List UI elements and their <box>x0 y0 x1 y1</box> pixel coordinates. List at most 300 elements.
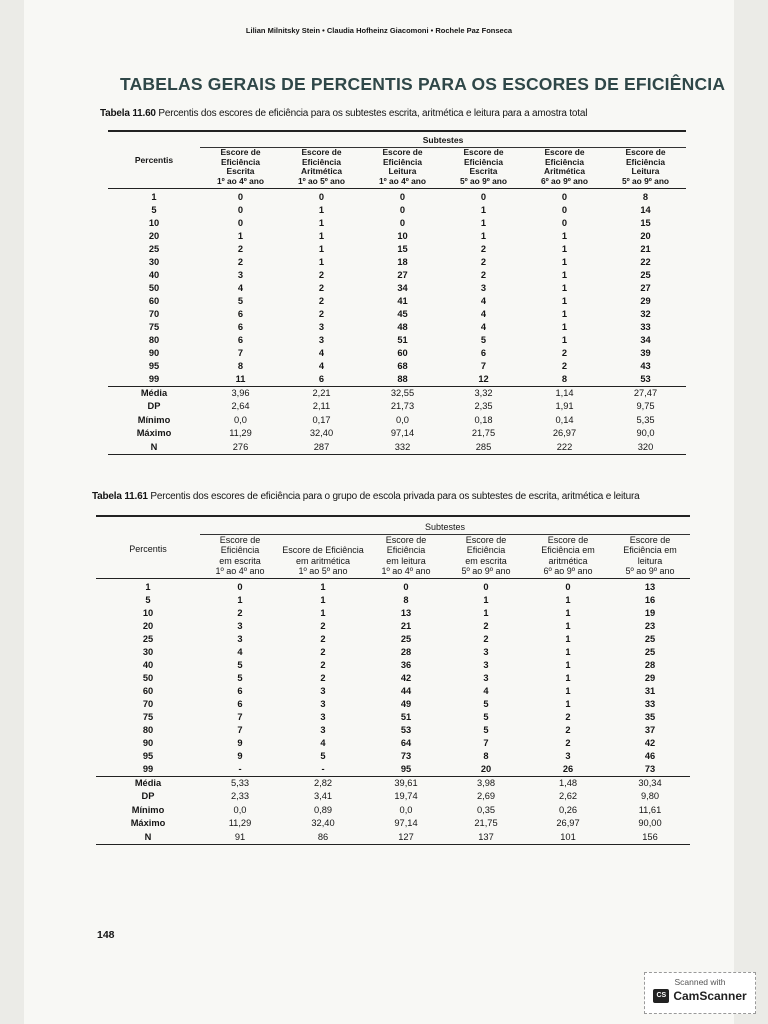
page-number: 148 <box>97 929 115 941</box>
column-header-line: 1º ao 5º ano <box>298 565 348 576</box>
table-cell: 2 <box>320 621 326 632</box>
table-cell: 2 <box>480 244 487 255</box>
percentile-label: 95 <box>148 361 160 372</box>
table-cell: 2 <box>480 257 487 268</box>
table-cell: 29 <box>644 673 656 684</box>
table-cell: 1 <box>561 309 568 320</box>
table-cell: 2 <box>318 309 325 320</box>
table-cell: 53 <box>640 374 651 385</box>
table-cell: 5,33 <box>200 777 280 791</box>
table-cell: 44 <box>400 686 412 697</box>
percentile-label: 30 <box>148 257 160 268</box>
table-cell: 3 <box>237 270 244 281</box>
table-cell: 1 <box>565 673 571 684</box>
column-header-line: Escore de <box>220 147 261 158</box>
table-row <box>96 817 690 830</box>
running-head: Lilian Milnitsky Stein • Claudia Hofheinz Giacomoni • Rochele Paz Fonseca <box>245 26 513 35</box>
table-cell: 2,11 <box>312 401 331 412</box>
table-cell: 0 <box>237 218 244 229</box>
table-cell: 7 <box>480 361 487 372</box>
table-cell: 156 <box>610 831 690 845</box>
table-cell: 0,26 <box>558 804 578 815</box>
table-cell: 23 <box>644 621 656 632</box>
table-cell: 6 <box>480 348 487 359</box>
column-header <box>443 148 524 189</box>
column-header-line: Leitura <box>388 166 417 177</box>
column-header-line: Eficiência <box>386 545 426 556</box>
table-cell: 5 <box>483 725 489 736</box>
table-cell: 5 <box>480 335 487 346</box>
table-cell: 5 <box>483 699 489 710</box>
table-cell: 3,96 <box>200 387 281 401</box>
table-cell: 1 <box>480 231 487 242</box>
statistic-label: Mínimo <box>131 804 165 815</box>
table-cell: 1 <box>237 595 243 606</box>
table-cell: 1 <box>480 218 487 229</box>
table-cell: 3,98 <box>446 777 526 791</box>
table-cell: 9 <box>237 751 243 762</box>
table-cell: 0 <box>237 582 243 593</box>
table-cell: 0,0 <box>399 804 413 815</box>
table-cell: 1 <box>565 686 571 697</box>
table-cell: 0 <box>399 192 406 203</box>
column-header-line: Escore de <box>625 147 666 158</box>
column-header-line: em leitura <box>386 555 426 566</box>
table-cell: 0,0 <box>233 804 247 815</box>
table-caption-text: Percentis dos escores de eficiência para o grupo de escola privada para os subtestes de escrita, aritmética e leitura <box>150 491 640 502</box>
table-cell: 30,34 <box>610 777 690 791</box>
table-cell: 2 <box>565 712 571 723</box>
table-cell: 26,97 <box>556 818 580 829</box>
column-header-line: Escrita <box>226 166 255 177</box>
table-cell: 68 <box>397 361 408 372</box>
column-header-line: Eficiência <box>463 156 504 167</box>
table-cell: 39,61 <box>366 777 446 791</box>
percentile-label: 10 <box>148 218 160 229</box>
table-cell: 1 <box>320 595 326 606</box>
column-header <box>200 535 280 579</box>
table-cell: 97,14 <box>390 428 415 439</box>
table-cell: 137 <box>446 831 526 845</box>
table-row <box>108 321 686 334</box>
table-cell: 2 <box>561 348 568 359</box>
watermark-caption: Scanned with <box>674 977 726 987</box>
table-cell: 287 <box>281 441 362 455</box>
table-cell: 4 <box>237 647 243 658</box>
table-cell: 6 <box>237 309 244 320</box>
table-cell: 5 <box>237 673 243 684</box>
table-cell: 95 <box>400 764 412 775</box>
table-cell: 73 <box>644 764 656 775</box>
table-cell: 42 <box>644 738 656 749</box>
statistic-label: Média <box>108 387 200 401</box>
column-header-line: Escore de <box>382 147 423 158</box>
percentile-label: 5 <box>145 595 151 606</box>
column-header-line: Escore de <box>465 535 507 546</box>
column-header-line: 1º ao 4º ano <box>378 175 427 186</box>
table-cell: 2,35 <box>474 401 493 412</box>
table-cell: 4 <box>318 361 325 372</box>
table-cell: 49 <box>400 699 412 710</box>
table-cell: 4 <box>318 348 325 359</box>
table-cell: 0,35 <box>476 804 496 815</box>
percentile-label: 80 <box>148 335 160 346</box>
table-row <box>96 659 690 672</box>
statistic-rows <box>108 387 686 455</box>
table-row <box>108 360 686 373</box>
column-header-line: Escrita <box>469 166 498 177</box>
column-header-line: Escore de <box>463 147 504 158</box>
table-cell: 2 <box>237 257 244 268</box>
table-cell: 2,33 <box>230 791 250 802</box>
percentile-label: 50 <box>142 673 154 684</box>
table-row <box>96 737 690 750</box>
table-row <box>96 777 690 791</box>
column-header-line: 6º ao 9º ano <box>540 175 589 186</box>
table-cell: 1 <box>320 608 326 619</box>
table-cell: 3 <box>483 673 489 684</box>
table-cell: 7 <box>237 348 244 359</box>
group-header-row <box>96 522 690 535</box>
percentile-label: 20 <box>148 231 160 242</box>
column-header <box>526 535 610 579</box>
table-cell: 3 <box>565 751 571 762</box>
table-row <box>108 387 686 401</box>
table-cell: 31 <box>644 686 656 697</box>
table-cell: 14 <box>640 205 651 216</box>
table-cell: 35 <box>644 712 656 723</box>
column-header <box>280 535 366 579</box>
table-cell: 8 <box>561 374 568 385</box>
table-cell: 33 <box>644 699 656 710</box>
percentile-label: 25 <box>142 634 154 645</box>
table-row <box>108 373 686 387</box>
table-row <box>96 620 690 633</box>
table-cell: 11,29 <box>228 818 252 829</box>
column-header-line: leitura <box>637 555 663 566</box>
table-cell: 7 <box>237 725 243 736</box>
table-row <box>108 230 686 243</box>
percentile-label: 95 <box>142 751 154 762</box>
table-row <box>96 646 690 659</box>
table-11-60 <box>108 136 686 455</box>
table-header <box>96 522 690 579</box>
table-cell: 332 <box>362 441 443 455</box>
column-header-line: Eficiência <box>220 156 261 167</box>
table-cell: 6 <box>237 699 243 710</box>
column-header-line: Eficiência em <box>541 545 595 556</box>
table-cell: 2 <box>237 608 243 619</box>
table-11-60-caption <box>100 108 670 119</box>
table-cell: 1 <box>565 647 571 658</box>
table-cell: 1 <box>318 244 325 255</box>
table-cell: 18 <box>397 257 408 268</box>
table-row <box>96 790 690 803</box>
table-row <box>96 804 690 817</box>
table-cell: 51 <box>397 335 408 346</box>
table-cell: 90,00 <box>638 818 662 829</box>
table-cell: 10 <box>397 231 408 242</box>
table-row <box>108 243 686 256</box>
table-cell: 1 <box>561 335 568 346</box>
table-cell: 9,80 <box>640 791 660 802</box>
table-cell: 4 <box>483 686 489 697</box>
table-row <box>108 295 686 308</box>
table-row <box>108 347 686 360</box>
table-row <box>108 217 686 230</box>
table-cell: 16 <box>644 595 656 606</box>
table-row <box>108 427 686 440</box>
table-cell: 64 <box>400 738 412 749</box>
table-caption-text: Percentis dos escores de eficiência para os subtestes escrita, aritmética e leitura para a amostra total <box>158 108 588 119</box>
column-header-line: Leitura <box>631 166 660 177</box>
column-header <box>524 148 605 189</box>
table-cell: 22 <box>640 257 651 268</box>
table-cell: 73 <box>400 751 412 762</box>
table-cell: 0,89 <box>313 804 333 815</box>
table-cell: 2 <box>483 634 489 645</box>
table-cell: 2,64 <box>231 401 250 412</box>
table-cell: 1 <box>561 322 568 333</box>
column-header-line: aritmética <box>548 555 588 566</box>
column-header <box>281 148 362 189</box>
table-cell: 1 <box>561 283 568 294</box>
table-cell: 8 <box>642 192 649 203</box>
table-cell: 29 <box>640 296 651 307</box>
table-cell: 32,40 <box>309 428 334 439</box>
table-cell: 127 <box>366 831 446 845</box>
table-cell: 32,55 <box>362 387 443 401</box>
table-cell: 2 <box>237 244 244 255</box>
table-cell: 3,32 <box>443 387 524 401</box>
statistic-label: Máximo <box>136 428 172 439</box>
table-cell: 21 <box>640 244 651 255</box>
statistic-label: Máximo <box>130 818 166 829</box>
watermark-brand <box>645 989 755 1003</box>
group-header-row <box>108 136 686 148</box>
row-header: Percentis <box>96 522 200 579</box>
table-cell: 3 <box>483 647 489 658</box>
table-cell: 0 <box>565 582 571 593</box>
table-cell: 91 <box>200 831 280 845</box>
column-header-line: 5º ao 9º ano <box>625 565 675 576</box>
table-cell: 6 <box>318 374 325 385</box>
table-cell: 1 <box>480 205 487 216</box>
camscanner-logo-icon: CS <box>653 989 669 1003</box>
table-11-61-caption <box>92 491 662 502</box>
table-row <box>108 334 686 347</box>
table-cell: 32,40 <box>311 818 335 829</box>
table-cell: 0 <box>399 205 406 216</box>
table-row <box>96 579 690 595</box>
table-cell: 19,74 <box>394 791 418 802</box>
table-cell: 0,18 <box>474 414 493 425</box>
table-cell: 11,29 <box>229 428 252 439</box>
percentile-label: 50 <box>148 283 160 294</box>
table-cell: 2 <box>565 738 571 749</box>
table-cell: 2 <box>480 270 487 281</box>
table-row <box>96 607 690 620</box>
table-cell: 6 <box>237 335 244 346</box>
table-cell: 1 <box>565 595 571 606</box>
table-row <box>96 831 690 845</box>
table-cell: 3 <box>318 335 325 346</box>
section-title: TABELAS GERAIS DE PERCENTIS PARA OS ESCORES DE EFICIÊNCIA <box>120 74 726 94</box>
table-cell: 0 <box>237 192 244 203</box>
table-cell: 0,0 <box>234 414 247 425</box>
column-header-line: Escore de <box>629 535 671 546</box>
percentile-label: 20 <box>142 621 154 632</box>
watermark-brand-name: CamScanner <box>673 989 747 1003</box>
column-header-line: 6º ao 9º ano <box>543 565 593 576</box>
statistic-label: Mínimo <box>137 414 171 425</box>
table-cell: 3,41 <box>313 791 333 802</box>
table-cell: 1 <box>483 595 489 606</box>
table-cell: 1 <box>565 660 571 671</box>
table-cell: 1 <box>561 231 568 242</box>
camscanner-watermark <box>644 972 756 1014</box>
column-header-line: Escore de <box>219 535 261 546</box>
percentile-label: 25 <box>148 244 160 255</box>
table-cell: 1 <box>565 608 571 619</box>
table-cell: 1 <box>318 231 325 242</box>
table-cell: 88 <box>397 374 408 385</box>
table-cell: 32 <box>640 309 651 320</box>
table-cell: 3 <box>318 322 325 333</box>
table-row <box>96 763 690 777</box>
percentile-label: 90 <box>148 348 160 359</box>
column-header-line: em aritmética <box>295 555 350 566</box>
table-row <box>96 750 690 763</box>
table-cell: 0 <box>480 192 487 203</box>
table-cell: 276 <box>200 441 281 455</box>
table-cell: 3 <box>237 621 243 632</box>
table-cell: 90,0 <box>636 428 655 439</box>
percentile-label: 70 <box>142 699 154 710</box>
table-cell: 20 <box>480 764 492 775</box>
column-header <box>605 148 686 189</box>
table-cell: 0 <box>318 192 325 203</box>
statistic-label: DP <box>141 791 155 802</box>
column-header-line: Eficiência <box>382 156 423 167</box>
table-cell: 25 <box>640 270 651 281</box>
table-cell: 3 <box>320 699 326 710</box>
table-cell: 2 <box>320 673 326 684</box>
table-cell: 2 <box>318 270 325 281</box>
table-row <box>96 633 690 646</box>
table-cell: 60 <box>397 348 408 359</box>
table-cell: 8 <box>483 751 489 762</box>
book-page <box>24 0 734 1024</box>
percentile-label: 5 <box>151 205 157 216</box>
statistic-label: N <box>108 441 200 455</box>
table-row <box>108 282 686 295</box>
table-cell: 33 <box>640 322 651 333</box>
table-cell: 1 <box>237 231 244 242</box>
table-row <box>108 204 686 217</box>
percentile-label: 40 <box>142 660 154 671</box>
table-cell: 285 <box>443 441 524 455</box>
table-cell: 2 <box>318 283 325 294</box>
table-cell: 1 <box>561 244 568 255</box>
column-header-line: Eficiência <box>544 156 585 167</box>
row-header: Percentis <box>108 136 200 189</box>
table-cell: 1 <box>318 257 325 268</box>
column-header-line: 5º ao 9º ano <box>621 175 670 186</box>
table-cell: 27,47 <box>605 387 686 401</box>
table-cell: 0 <box>237 205 244 216</box>
table-cell: 0 <box>561 205 568 216</box>
table-cell: 21,75 <box>474 818 498 829</box>
table-cell: 101 <box>526 831 610 845</box>
table-cell: 4 <box>237 283 244 294</box>
table-cell: 97,14 <box>394 818 418 829</box>
table-cell: 9,75 <box>636 401 655 412</box>
table-cell: 6 <box>237 322 244 333</box>
table-cell: 0 <box>483 582 489 593</box>
group-header: Subtestes <box>200 136 686 148</box>
percentile-label: 90 <box>142 738 154 749</box>
table-cell: 6 <box>237 686 243 697</box>
table-cell: 0,0 <box>396 414 409 425</box>
percentile-label: 75 <box>148 322 160 333</box>
statistic-label: Média <box>96 777 200 791</box>
table-cell: 1,48 <box>526 777 610 791</box>
percentile-label: 1 <box>151 192 157 203</box>
column-header-line: Aritmética <box>544 166 585 177</box>
statistic-rows <box>96 777 690 845</box>
column-header-line: em escrita <box>219 555 261 566</box>
table-cell: 3 <box>483 660 489 671</box>
table-cell: 28 <box>400 647 412 658</box>
table-cell: - <box>321 764 325 775</box>
column-header-line: Eficiência <box>466 545 506 556</box>
table-cell: 5 <box>483 712 489 723</box>
table-cell: 0,14 <box>555 414 574 425</box>
table-cell: 28 <box>644 660 656 671</box>
column-header-line: 5º ao 9º ano <box>461 565 511 576</box>
table-row <box>96 672 690 685</box>
table-cell: 5,35 <box>636 414 655 425</box>
table-cell: 37 <box>644 725 656 736</box>
table-cell: 0,17 <box>312 414 331 425</box>
column-header-line: Escore de <box>301 147 342 158</box>
table-cell: 11,61 <box>638 804 662 815</box>
table-cell: 1 <box>565 634 571 645</box>
table-cell: 41 <box>397 296 408 307</box>
table-cell: 3 <box>480 283 487 294</box>
table-cell: 46 <box>644 751 656 762</box>
column-header <box>362 148 443 189</box>
table-11-61 <box>96 522 690 845</box>
column-header-line: Escore de <box>385 535 427 546</box>
table-cell: 5 <box>237 660 243 671</box>
table-cell: 12 <box>478 374 489 385</box>
table-cell: 5 <box>320 751 326 762</box>
table-cell: 2 <box>320 634 326 645</box>
column-header-line: Escore de <box>544 147 585 158</box>
table-cell: 34 <box>640 335 651 346</box>
table-cell: 2 <box>320 647 326 658</box>
table-cell: 25 <box>644 647 656 658</box>
table-cell: 15 <box>397 244 408 255</box>
table-cell: 8 <box>403 595 409 606</box>
column-header-line: Escore de Eficiência <box>282 545 364 556</box>
table-cell: 1 <box>320 582 326 593</box>
percentile-rows <box>96 579 690 777</box>
table-cell: 1,14 <box>524 387 605 401</box>
table-cell: 43 <box>640 361 651 372</box>
